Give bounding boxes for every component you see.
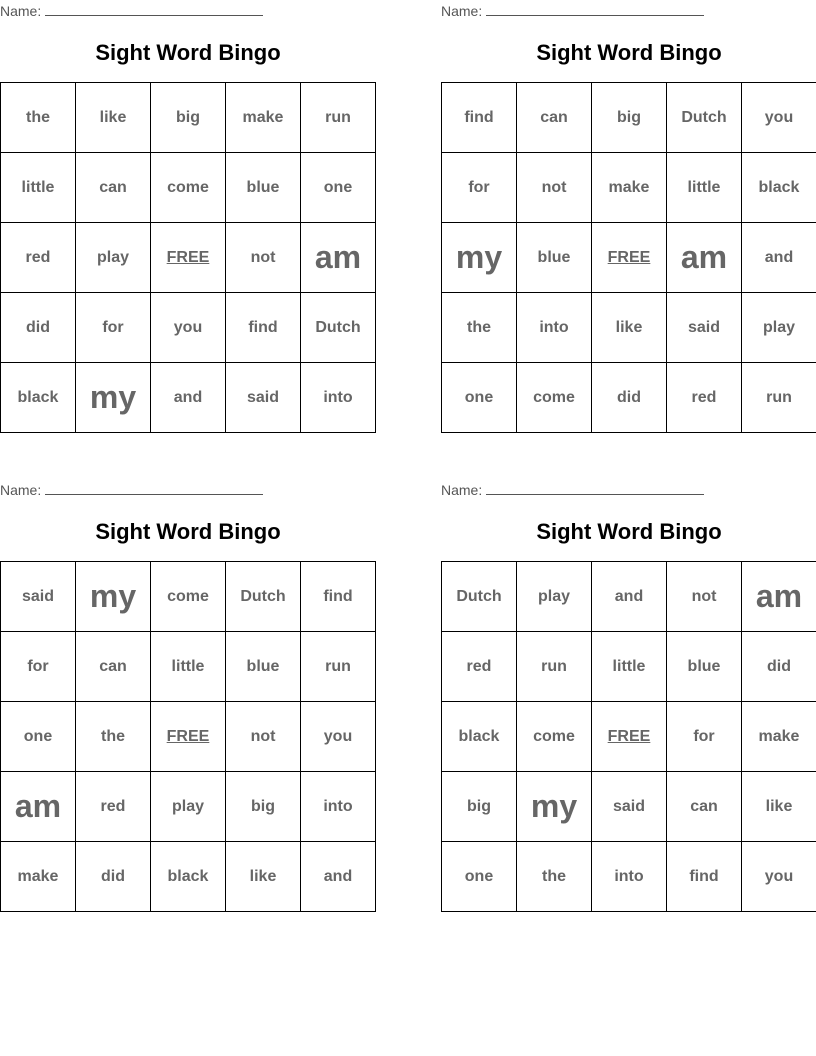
bingo-cell[interactable]: [76, 632, 151, 702]
cell-word: and: [173, 388, 203, 406]
bingo-cell[interactable]: [301, 842, 376, 912]
cell-word: big: [467, 797, 491, 815]
bingo-cell[interactable]: [442, 562, 517, 632]
cell-word: make: [242, 108, 284, 126]
bingo-cell[interactable]: [517, 772, 592, 842]
cell-word: black: [458, 727, 500, 745]
cell-word: the: [467, 318, 491, 336]
bingo-row: [442, 562, 816, 632]
bingo-cell[interactable]: [301, 83, 376, 153]
bingo-row: [1, 772, 376, 842]
cell-word: for: [468, 178, 490, 196]
bingo-cell[interactable]: [1, 772, 76, 842]
cell-word: big: [617, 108, 641, 126]
bingo-cell[interactable]: [667, 702, 742, 772]
bingo-cell[interactable]: [517, 363, 592, 433]
bingo-row: [442, 83, 816, 153]
bingo-row: [1, 223, 376, 293]
cell-word: make: [758, 727, 800, 745]
cell-word: Dutch: [456, 587, 502, 605]
cell-word: black: [758, 178, 800, 196]
cell-word: blue: [246, 657, 280, 675]
cell-word: play: [171, 797, 204, 815]
bingo-row: [442, 702, 816, 772]
bingo-cell[interactable]: [517, 702, 592, 772]
bingo-cell[interactable]: [1, 842, 76, 912]
bingo-cell[interactable]: [517, 223, 592, 293]
bingo-cell[interactable]: [592, 842, 667, 912]
cell-word: for: [102, 318, 124, 336]
cell-word: one: [464, 867, 494, 885]
bingo-cell[interactable]: [667, 83, 742, 153]
bingo-cell[interactable]: [667, 562, 742, 632]
cell-word: come: [533, 388, 575, 406]
bingo-cell[interactable]: [742, 363, 816, 433]
bingo-cell[interactable]: [592, 632, 667, 702]
cell-word: you: [173, 318, 203, 336]
bingo-cell[interactable]: [151, 772, 226, 842]
cell-word: blue: [687, 657, 721, 675]
bingo-cell[interactable]: [1, 702, 76, 772]
name-label: Name:: [0, 482, 42, 498]
cell-word: play: [96, 248, 129, 266]
cell-word: make: [608, 178, 650, 196]
cell-word: can: [99, 657, 127, 675]
bingo-cell[interactable]: [1, 363, 76, 433]
bingo-cell[interactable]: [667, 632, 742, 702]
bingo-cell[interactable]: [76, 702, 151, 772]
bingo-cell[interactable]: [301, 702, 376, 772]
cell-word: am: [755, 578, 803, 614]
bingo-row: [442, 223, 816, 293]
bingo-cell[interactable]: [592, 363, 667, 433]
cell-word: like: [99, 108, 127, 126]
cell-word: FREE: [607, 727, 651, 745]
bingo-cell[interactable]: [742, 223, 816, 293]
bingo-cell[interactable]: [1, 83, 76, 153]
free-space[interactable]: [151, 702, 226, 772]
name-field[interactable]: [441, 3, 704, 19]
cell-word: one: [323, 178, 353, 196]
bingo-cell[interactable]: [517, 83, 592, 153]
cell-word: my: [455, 239, 503, 275]
bingo-cell[interactable]: [226, 562, 301, 632]
cell-word: into: [323, 388, 353, 406]
name-field[interactable]: [441, 482, 704, 498]
cell-word: said: [246, 388, 279, 406]
cell-word: my: [89, 578, 137, 614]
bingo-cell[interactable]: [76, 153, 151, 223]
cell-word: one: [464, 388, 494, 406]
bingo-cell[interactable]: [226, 153, 301, 223]
cell-word: can: [540, 108, 568, 126]
bingo-cell[interactable]: [742, 702, 816, 772]
bingo-cell[interactable]: [742, 153, 816, 223]
bingo-cell[interactable]: [742, 632, 816, 702]
bingo-cell[interactable]: [76, 772, 151, 842]
cell-word: make: [17, 867, 59, 885]
cell-word: the: [26, 108, 50, 126]
cell-word: black: [167, 867, 209, 885]
bingo-cell[interactable]: [76, 842, 151, 912]
cell-word: find: [248, 318, 278, 336]
bingo-cell[interactable]: [667, 223, 742, 293]
bingo-grid: [441, 82, 816, 433]
card-title: Sight Word Bingo: [536, 40, 722, 65]
cell-word: find: [323, 587, 353, 605]
cell-word: red: [100, 797, 126, 815]
bingo-cell[interactable]: [76, 562, 151, 632]
bingo-cell[interactable]: [667, 153, 742, 223]
cell-word: for: [693, 727, 715, 745]
bingo-cell[interactable]: [151, 153, 226, 223]
cell-word: like: [249, 867, 277, 885]
bingo-cell[interactable]: [517, 632, 592, 702]
bingo-cell[interactable]: [1, 562, 76, 632]
bingo-cell[interactable]: [226, 363, 301, 433]
cell-word: did: [617, 388, 641, 406]
cell-word: Dutch: [315, 318, 361, 336]
cell-word: red: [691, 388, 717, 406]
bingo-cell[interactable]: [592, 153, 667, 223]
free-space[interactable]: [151, 223, 226, 293]
bingo-cell[interactable]: [517, 293, 592, 363]
cell-word: into: [614, 867, 644, 885]
bingo-cell[interactable]: [151, 83, 226, 153]
bingo-cell[interactable]: [151, 293, 226, 363]
bingo-cell[interactable]: [76, 223, 151, 293]
bingo-cell[interactable]: [442, 772, 517, 842]
bingo-cell[interactable]: [1, 293, 76, 363]
name-label: Name:: [441, 3, 483, 19]
cell-word: Dutch: [240, 587, 286, 605]
bingo-row: [1, 153, 376, 223]
bingo-row: [1, 632, 376, 702]
bingo-row: [1, 842, 376, 912]
bingo-cell[interactable]: [226, 702, 301, 772]
cell-word: not: [250, 727, 276, 745]
bingo-row: [442, 293, 816, 363]
bingo-cell[interactable]: [442, 83, 517, 153]
cell-word: and: [323, 867, 353, 885]
cell-word: come: [533, 727, 575, 745]
bingo-cell[interactable]: [517, 153, 592, 223]
bingo-cell[interactable]: [226, 223, 301, 293]
bingo-row: [1, 83, 376, 153]
bingo-row: [1, 702, 376, 772]
bingo-cell[interactable]: [442, 293, 517, 363]
cell-word: am: [680, 239, 728, 275]
cell-word: FREE: [166, 248, 210, 266]
bingo-cell[interactable]: [742, 293, 816, 363]
cell-word: come: [167, 587, 209, 605]
cell-word: for: [27, 657, 49, 675]
cell-word: little: [687, 178, 721, 196]
cell-word: the: [101, 727, 125, 745]
cell-word: did: [101, 867, 125, 885]
bingo-row: [442, 772, 816, 842]
bingo-row: [442, 632, 816, 702]
cell-word: said: [21, 587, 54, 605]
bingo-cell[interactable]: [517, 562, 592, 632]
bingo-cell[interactable]: [226, 83, 301, 153]
cell-word: find: [689, 867, 719, 885]
bingo-cell[interactable]: [226, 293, 301, 363]
cell-word: not: [250, 248, 276, 266]
bingo-cell[interactable]: [301, 223, 376, 293]
cell-word: little: [21, 178, 55, 196]
bingo-cell[interactable]: [442, 842, 517, 912]
cell-word: play: [762, 318, 795, 336]
cell-word: run: [541, 657, 567, 675]
bingo-cell[interactable]: [301, 772, 376, 842]
bingo-cell[interactable]: [76, 293, 151, 363]
name-field[interactable]: [0, 482, 263, 498]
bingo-cell[interactable]: [301, 153, 376, 223]
cell-word: little: [171, 657, 205, 675]
cell-word: one: [23, 727, 53, 745]
cell-word: blue: [537, 248, 571, 266]
name-underline[interactable]: [45, 3, 263, 16]
bingo-cell[interactable]: [742, 83, 816, 153]
bingo-row: [442, 842, 816, 912]
name-underline[interactable]: [486, 482, 704, 495]
cell-word: little: [612, 657, 646, 675]
name-label: Name:: [0, 3, 42, 19]
bingo-cell[interactable]: [226, 772, 301, 842]
cell-word: find: [464, 108, 494, 126]
card-title: Sight Word Bingo: [536, 519, 722, 544]
cell-word: big: [251, 797, 275, 815]
bingo-grid: [0, 561, 376, 912]
bingo-cell[interactable]: [442, 223, 517, 293]
bingo-grid: [441, 561, 816, 912]
cell-word: you: [764, 108, 794, 126]
cell-word: black: [17, 388, 59, 406]
cell-word: big: [176, 108, 200, 126]
bingo-cell[interactable]: [151, 562, 226, 632]
cell-word: you: [323, 727, 353, 745]
cell-word: blue: [246, 178, 280, 196]
cell-word: my: [530, 788, 578, 824]
bingo-cell[interactable]: [151, 632, 226, 702]
cell-word: am: [314, 239, 362, 275]
cell-word: my: [89, 379, 137, 415]
cell-word: FREE: [166, 727, 210, 745]
cell-word: am: [14, 788, 62, 824]
bingo-cell[interactable]: [442, 363, 517, 433]
cell-word: can: [99, 178, 127, 196]
cell-word: red: [466, 657, 492, 675]
cell-word: run: [766, 388, 792, 406]
cell-word: red: [25, 248, 51, 266]
bingo-cell[interactable]: [667, 772, 742, 842]
bingo-cell[interactable]: [76, 363, 151, 433]
bingo-row: [442, 153, 816, 223]
cell-word: you: [764, 867, 794, 885]
bingo-row: [1, 562, 376, 632]
free-space[interactable]: [592, 223, 667, 293]
bingo-cell[interactable]: [667, 293, 742, 363]
cell-word: run: [325, 108, 351, 126]
bingo-cell[interactable]: [151, 842, 226, 912]
name-underline[interactable]: [486, 3, 704, 16]
card-title: Sight Word Bingo: [95, 519, 281, 544]
cell-word: Dutch: [681, 108, 727, 126]
bingo-cell[interactable]: [151, 363, 226, 433]
cell-word: run: [325, 657, 351, 675]
cell-word: did: [767, 657, 791, 675]
cell-word: FREE: [607, 248, 651, 266]
cell-word: said: [687, 318, 720, 336]
cell-word: did: [26, 318, 50, 336]
cell-word: the: [542, 867, 566, 885]
cell-word: and: [614, 587, 644, 605]
bingo-cell[interactable]: [301, 293, 376, 363]
bingo-cell[interactable]: [76, 83, 151, 153]
cell-word: into: [323, 797, 353, 815]
bingo-cell[interactable]: [301, 562, 376, 632]
bingo-cell[interactable]: [301, 632, 376, 702]
bingo-grid: [0, 82, 376, 433]
bingo-cell[interactable]: [442, 702, 517, 772]
bingo-cell[interactable]: [592, 83, 667, 153]
cell-word: come: [167, 178, 209, 196]
bingo-cell[interactable]: [667, 842, 742, 912]
cell-word: said: [612, 797, 645, 815]
cell-word: play: [537, 587, 570, 605]
cell-word: can: [690, 797, 718, 815]
name-label: Name:: [441, 482, 483, 498]
bingo-cell[interactable]: [226, 842, 301, 912]
bingo-cell[interactable]: [1, 153, 76, 223]
cell-word: and: [764, 248, 794, 266]
free-space[interactable]: [592, 702, 667, 772]
bingo-cell[interactable]: [226, 632, 301, 702]
cell-word: into: [539, 318, 569, 336]
name-underline[interactable]: [45, 482, 263, 495]
bingo-cell[interactable]: [592, 562, 667, 632]
bingo-row: [1, 363, 376, 433]
bingo-cell[interactable]: [1, 223, 76, 293]
bingo-cell[interactable]: [1, 632, 76, 702]
cell-word: like: [765, 797, 793, 815]
cell-word: not: [691, 587, 717, 605]
bingo-cell[interactable]: [742, 562, 816, 632]
bingo-cell[interactable]: [742, 772, 816, 842]
bingo-cell[interactable]: [592, 772, 667, 842]
bingo-cell[interactable]: [301, 363, 376, 433]
bingo-cell[interactable]: [592, 293, 667, 363]
bingo-row: [1, 293, 376, 363]
cell-word: like: [615, 318, 643, 336]
bingo-cell[interactable]: [517, 842, 592, 912]
bingo-cell[interactable]: [667, 363, 742, 433]
bingo-cell[interactable]: [442, 153, 517, 223]
bingo-row: [442, 363, 816, 433]
cell-word: not: [541, 178, 567, 196]
card-title: Sight Word Bingo: [95, 40, 281, 65]
bingo-cell[interactable]: [742, 842, 816, 912]
bingo-cell[interactable]: [442, 632, 517, 702]
name-field[interactable]: [0, 3, 263, 19]
